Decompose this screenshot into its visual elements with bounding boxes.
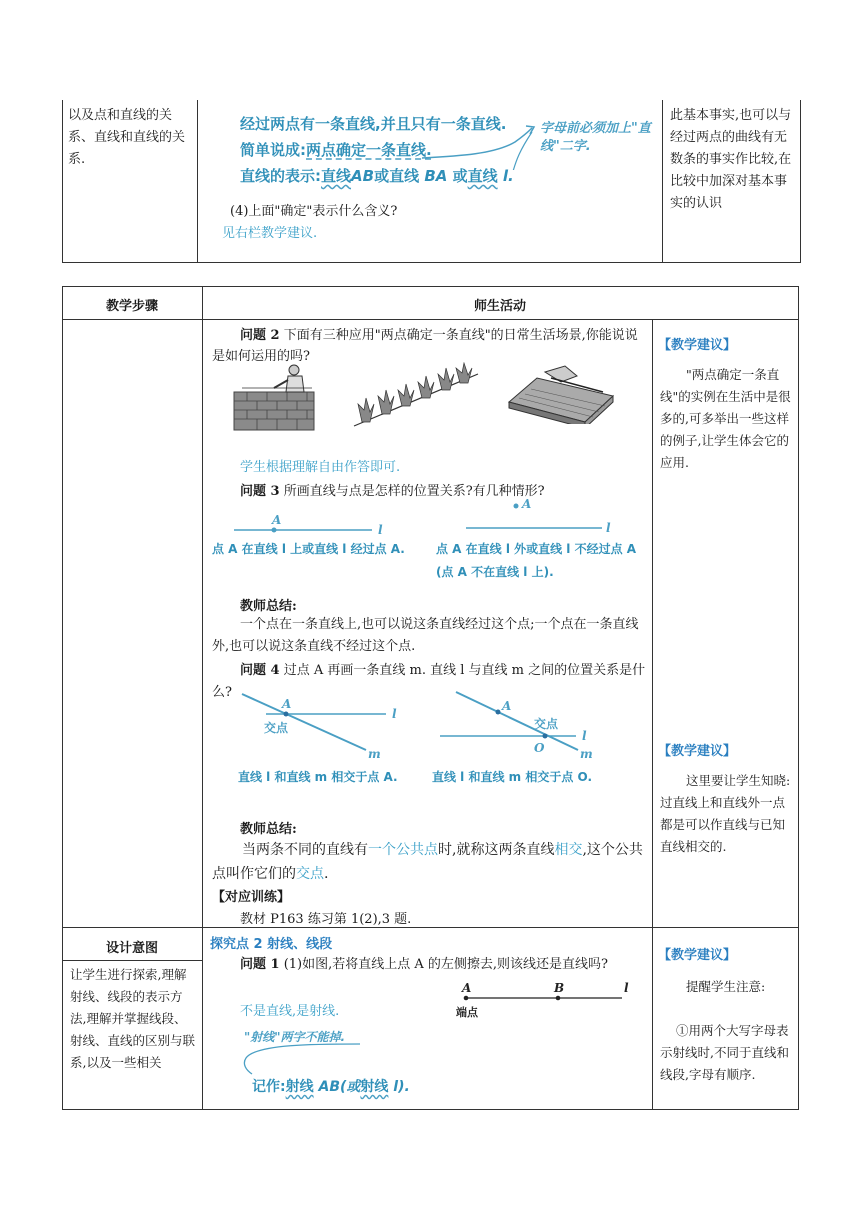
- wood-plank-illustration: [505, 362, 617, 424]
- fig2-caption-2: (点 A 不在直线 l 上).: [436, 565, 554, 579]
- ray-note-arrow-icon: [236, 1040, 396, 1080]
- design-header: 设计意图: [105, 941, 158, 956]
- summary-2-title: 教师总结:: [240, 822, 297, 837]
- ray-figure: [452, 980, 642, 1022]
- explore-title: 探究点 2 射线、线段: [210, 937, 333, 952]
- fig4-point-label: A: [502, 699, 512, 713]
- ray-b-label: B: [554, 981, 565, 995]
- fig3-caption: 直线 l 和直线 m 相交于点 A.: [238, 770, 398, 784]
- advice-1-text: "两点确定一条直线"的实例在生活中是很多的,可多举出一些这样的例子,让学生体会它的应用.: [660, 367, 791, 470]
- ray-note: "射线"两字不能掉.: [244, 1030, 346, 1044]
- note-text: 字母前必须加上"直线"二字.: [540, 121, 651, 154]
- top-right-text: 此基本事实,也可以与经过两点的曲线有无数条的事实作比较,在比较中加深对基本事实的认识: [670, 108, 792, 211]
- header-teaching-step: 教学步骤: [105, 299, 158, 314]
- ray-a-label: A: [462, 981, 472, 995]
- summary-2-text: 当两条不同的直线有一个公共点时,就称这两条直线相交,这个公共点叫作它们的交点.: [212, 842, 643, 882]
- advice-1-title: 【教学建议】: [658, 338, 737, 353]
- ray-l-label: l: [624, 981, 629, 995]
- ray-record: 记作:射线 AB(或射线 l).: [252, 1079, 410, 1095]
- fig4-caption: 直线 l 和直线 m 相交于点 O.: [432, 770, 593, 784]
- fig1-caption: 点 A 在直线 l 上或直线 l 经过点 A.: [212, 542, 405, 556]
- practice-text: 教材 P163 练习第 1(2),3 题.: [240, 912, 412, 927]
- ray-question-1: 问题 1 (1)如图,若将直线上点 A 的左侧擦去,则该线还是直线吗?: [240, 957, 609, 972]
- ray-answer: 不是直线,是射线.: [240, 1004, 340, 1019]
- fig2-point-label: A: [522, 497, 532, 511]
- fig3-point-label: A: [282, 697, 292, 711]
- point-on-line-figure: [232, 510, 392, 540]
- question-3: 问题 3 所画直线与点是怎样的位置关系?有几种情形?: [240, 484, 545, 499]
- fig4-intersection-label: 交点: [534, 717, 559, 731]
- question-4-main: 问题 4 过点 A 再画一条直线 m. 直线 l 与直线 m 之间的位置关系是什么?: [212, 663, 646, 700]
- question-2: 问题 2 下面有三种应用"两点确定一条直线"的日常生活场景,你能说说是如何运用的吗?: [212, 328, 638, 364]
- ray-endpoint-label: 端点: [456, 1006, 478, 1019]
- top-left-text: 以及点和直线的关系、直线和直线的关系.: [68, 108, 186, 167]
- summary-1-text: 一个点在一条直线上,也可以说这条直线经过这个点;一个点在一条直线外,也可以说这条直线不经过这个点.: [212, 617, 639, 654]
- fact-line: 经过两点有一条直线,并且只有一条直线.: [240, 115, 507, 133]
- advice-2-title: 【教学建议】: [658, 744, 737, 759]
- point-off-line-figure: [462, 496, 622, 540]
- question-4: (4)上面"确定"表示什么含义?: [230, 204, 398, 219]
- answer-4: 见右栏教学建议.: [222, 226, 318, 241]
- fig3-m-label: m: [368, 747, 381, 760]
- lines-intersect-at-A-figure: [232, 690, 412, 760]
- fig1-point-label: A: [272, 513, 282, 527]
- advice-3-title: 【教学建议】: [658, 948, 737, 963]
- practice-title: 【对应训练】: [212, 890, 291, 905]
- advice-3-text-2: ①用两个大写字母表示射线时,不同于直线和线段,字母有顺序.: [660, 1023, 789, 1082]
- advice-2-text: 这里要让学生知晓:过直线上和直线外一点都是可以作直线与已知直线相交的.: [660, 773, 791, 854]
- fig3-l-label: l: [392, 707, 397, 721]
- simple-line: 简单说成:两点确定一条直线.: [240, 141, 432, 159]
- fig2-caption-1: 点 A 在直线 l 外或直线 l 不经过点 A: [436, 542, 637, 556]
- note-arrow-icon: [420, 120, 550, 170]
- fig2-line-label: l: [606, 521, 611, 535]
- summary-1-title: 教师总结:: [240, 599, 297, 614]
- question-2-answer: 学生根据理解自由作答即可.: [240, 460, 401, 475]
- brick-wall-illustration: [232, 362, 316, 432]
- advice-3-text-1: 提醒学生注意:: [686, 979, 766, 994]
- fig3-intersection-label: 交点: [264, 721, 289, 735]
- repr-line: 直线的表示:直线AB或直线 BA 或直线 l.: [240, 167, 514, 185]
- lines-intersect-at-O-figure: [436, 686, 616, 760]
- fig4-l-label: l: [582, 729, 587, 743]
- header-activity: 师生活动: [473, 299, 526, 314]
- fig1-line-label: l: [378, 523, 383, 537]
- fig4-o-label: O: [534, 741, 545, 755]
- design-text: 让学生进行探索,理解射线、线段的表示方法,理解并掌握线段、射线、直线的区别与联系,以及一些相关: [70, 967, 196, 1070]
- fig4-m-label: m: [580, 747, 593, 760]
- tree-row-illustration: [350, 362, 482, 432]
